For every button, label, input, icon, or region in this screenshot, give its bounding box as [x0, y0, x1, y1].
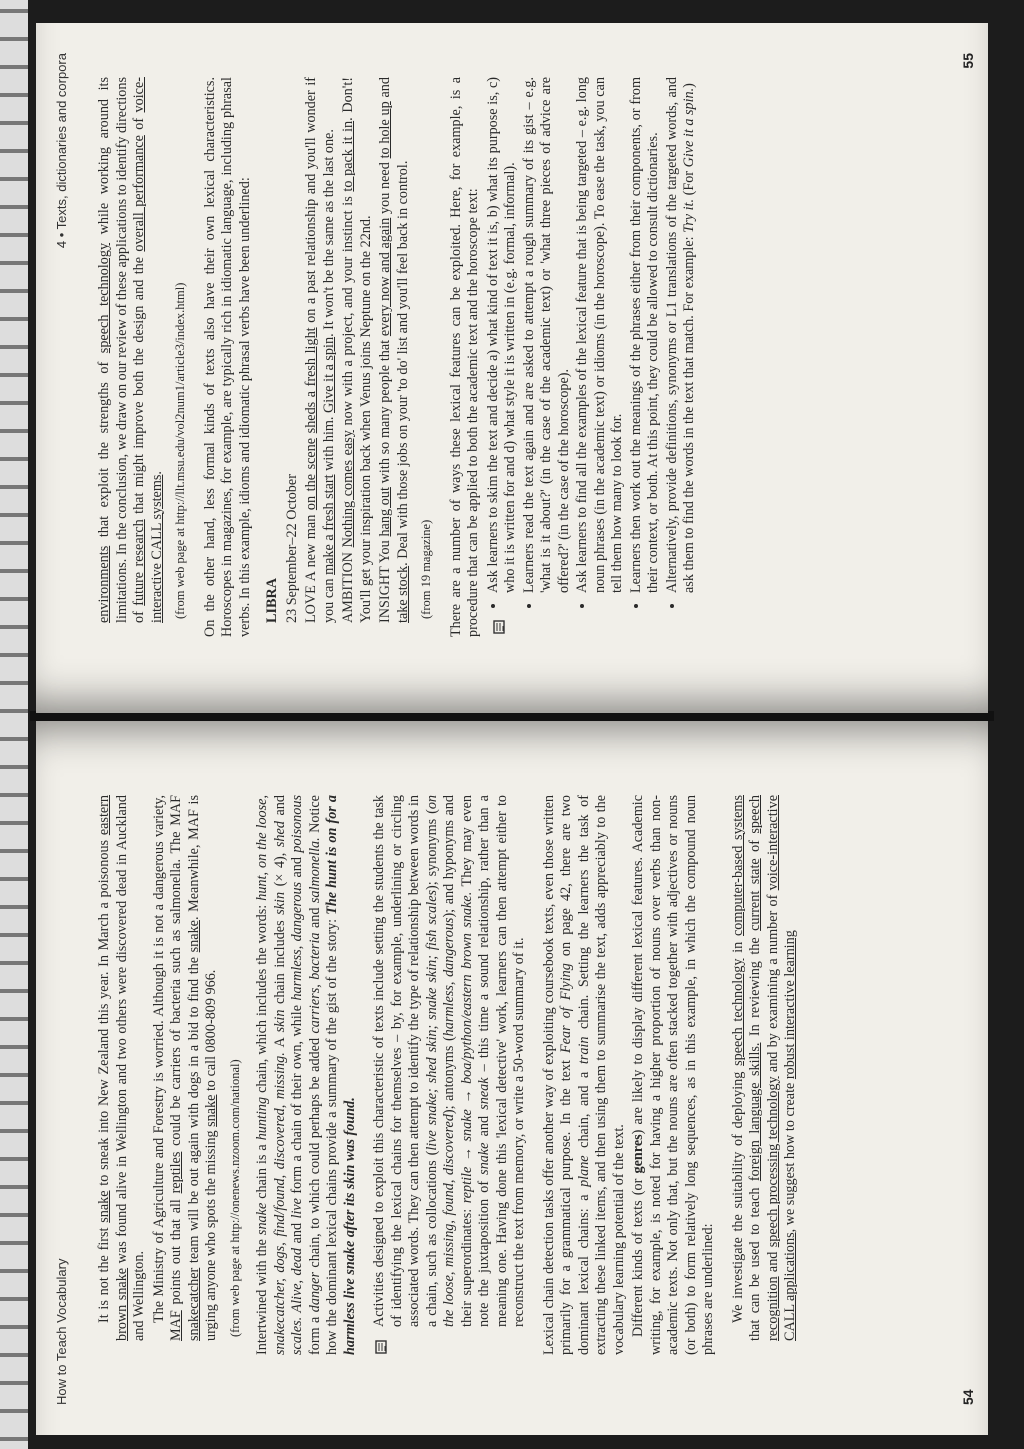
horoscope-insight: INSIGHT You hang out with so many people that every now and again you need to hole up and take stock. Deal with those jobs on your 'to do' list and you'll feel back in control. — [377, 77, 411, 623]
list-item: • Alternatively, provide definitions, synonyms or L1 translations of the targeted words, and ask them to find the words in the text that match. For example: Try it. (For Give it a spin.) — [664, 77, 699, 593]
list-item: • Learners read the text again and are asked to attempt a rough summary of its gist – e.g. 'what is it about?' (in the case of the academic text) or 'what three pieces of advice are offered?' (in the case of the horoscope). — [521, 77, 574, 593]
lexical-chain-paragraph: Lexical chain detection tasks offer another way of exploiting coursebook texts, even those written primarily for a grammatical purpose. In the text Fear of Flying on page 42, there are two dominant lexical chains: a plane chain, and a train chain. Setting the learners the task of extracting these linked items, and then using them to summarise the text, adds appreciably to the vocabulary learning potential of the text. — [540, 795, 627, 1355]
procedure-list — [485, 77, 699, 609]
source-citation-2: (from web page at http://llt.msu.edu/vol2num1/article3/index.html) — [173, 282, 187, 619]
procedure-intro-paragraph: There are a number of ways these lexical features can be exploited. Here, for example, is a procedure that can be applied to both the academic text and the horoscope text: — [447, 77, 481, 637]
horoscope-intro-paragraph: On the other hand, less formal kinds of texts also have their own lexical characteristics. Horoscopes in magazines, for example, are typically rich in idiomatic language, including phrasal verbs. In this example, idioms and idiomatic phrasal verbs have been underlined: — [201, 77, 253, 637]
right-running-head: 4 • Texts, dictionaries and corpora — [54, 53, 69, 249]
right-page-number: 55 — [960, 53, 976, 69]
source-citation-3: (from 19 magazine) — [419, 519, 433, 619]
right-page — [36, 23, 988, 713]
list-item: • Ask learners to find all the examples of the lexical feature that is being targeted – e.g. long noun phrases (in the academic text) or idioms (in the horoscope). To ease the task, you can tell them how many to look for. — [574, 77, 627, 593]
list-item: • Learners then work out the meanings of the phrases either from their components, or from their context, or both. At this point, they could be allowed to consult dictionaries. — [628, 77, 663, 593]
left-page — [36, 719, 988, 1435]
horoscope-ambition: AMBITION Nothing comes easy now with a project, and your instinct is to pack it in. Don't! You'll get your inspiration back when Venus joins Neptune on the 22nd. — [340, 77, 374, 623]
right-column — [96, 77, 700, 637]
left-running-head: How to Teach Vocabulary — [54, 1258, 69, 1405]
source-citation-1: (from web page at http://onenews.nzoom.com/national) — [227, 1059, 242, 1337]
snake-text-paragraph-2: The Ministry of Agriculture and Forestry is worried. Although it is not a dangerous variety, MAF points out that all reptiles could be carriers of bacteria such as salmonella. The MAF snakecatcher team will be out again with dogs in a bid to find the snake. Meanwhile, MAF is urging anyone who spots the missing snake to call 0800-809 966. — [150, 795, 219, 1341]
procedure-activity — [485, 77, 699, 637]
activity-icon — [491, 619, 507, 635]
horoscope-dates: 23 September–22 October — [283, 474, 300, 623]
spiral-binding — [0, 0, 28, 1449]
left-page-number: 54 — [960, 1389, 976, 1405]
activity-paragraph: Activities designed to exploit this characteristic of texts include setting the students the task of identifying the lexical chains for themselves – by, for example, underlining or circling associated words. They can then attempt to identify the type of relationship between words in a chain, such as collocations (live snake; shed skin; snake skin; fish scales); synonyms (on the loose, missing, found, discovered); antonyms (harmless, dangerous); and hyponyms and their superordinates: reptile → snake → boa/python/eastern brown snake. They may even note the juxtaposition of snake and sneak – this time a sound relationship, rather than a meaning one. Having done this 'lexical detective' work, learners can then attempt either to reconstruct the text from memory, or write a 50-word summary of it. — [371, 795, 529, 1355]
genres-paragraph: Different kinds of texts (or genres) are likely to display different lexical features. Academic writing, for example, is noted for having a higher proportion of nouns over verbs than non-academic texts. Not only that, but the nouns are often stacked together with adjectives or nouns (or both) to form relatively long sequences, as in this example, in which the compound noun phrases are underlined: — [630, 795, 716, 1355]
activity-icon — [373, 1339, 389, 1355]
left-column — [96, 795, 802, 1355]
horoscope-sign: LIBRA — [264, 578, 280, 623]
snake-text-paragraph-1: It is not the first snake to sneak into New Zealand this year. In March a poisonous eastern brown snake was found alive in Wellington and two others were discovered dead in Auckland and Wellington. — [96, 794, 147, 1341]
horoscope-love: LOVE A new man on the scene sheds a fresh light on a past relationship and you'll wonder if you can make a fresh start with him. Give it a spin. It won't be the same as the last one. — [303, 76, 337, 623]
chain-paragraph: Intertwined with the snake chain is a hunting chain, which includes the words: hunt, on the loose, snakecatcher, dogs, find/found, discovered, missing. A skin chain includes skin (× 4), shed and scales. Alive, dead and live form a chain of their own, while harmless, dangerous and poisonous form a danger chain, to which could perhaps be added carriers, bacteria and salmonella. Notice how the dominant lexical chains provide a summary of the gist of the story: The hunt is on for a harmless live snake after its skin was found. — [254, 794, 358, 1355]
academic-text-continued: environments that exploit the strengths of speech technology while working around its limitations. In the conclusion, we draw on our review of these applications to identify directions of future research that might improve both the design and the overall performance of voice-interactive CALL systems. — [96, 76, 165, 623]
list-item: • Ask learners to skim the text and decide a) what kind of text it is, b) what its purpose is, c) who it is written for and d) what style it is written in (e.g. formal, informal). — [485, 77, 520, 593]
academic-text-paragraph: We investigate the suitability of deploying speech technology in computer-based systems that can be used to teach foreign language skills. In reviewing the current state of speech recognition and speech processing technology and by examining a number of voice-interactive CALL applications, we suggest how to create robust interactive learning — [729, 795, 798, 1341]
